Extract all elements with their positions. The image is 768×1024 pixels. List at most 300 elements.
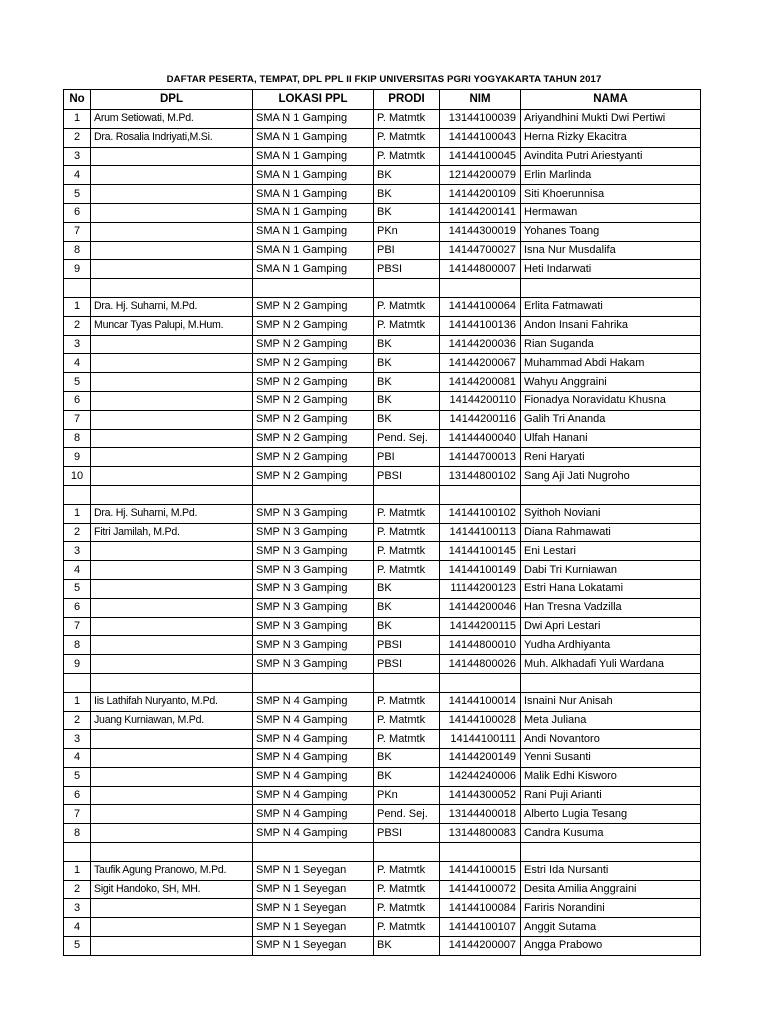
header-nama: NAMA [521, 90, 701, 110]
cell-nim: 13144800102 [440, 467, 521, 486]
cell-dpl: Dra. Hj. Suharni, M.Pd. [91, 297, 253, 316]
table-row [64, 504, 701, 523]
table-row [64, 241, 701, 260]
cell-nama: Rian Suganda [521, 335, 701, 354]
cell-prodi: BK [374, 767, 440, 786]
cell-nim: 13144400018 [440, 805, 521, 824]
cell-lokasi: SMP N 2 Gamping [253, 354, 374, 373]
cell-lokasi: SMP N 2 Gamping [253, 373, 374, 392]
cell-dpl: Juang Kurniawan, M.Pd. [91, 711, 253, 730]
header-nim: NIM [440, 90, 521, 110]
cell-nama: Estri Hana Lokatami [521, 579, 701, 598]
cell-nim: 14144100149 [440, 561, 521, 580]
cell-prodi: BK [374, 598, 440, 617]
cell-nama: Angga Prabowo [521, 937, 701, 956]
table-row [64, 128, 701, 147]
cell-dpl [91, 617, 253, 636]
cell-prodi: P. Matmtk [374, 110, 440, 129]
cell-nim: 13144800083 [440, 824, 521, 843]
cell-lokasi: SMP N 3 Gamping [253, 617, 374, 636]
cell-prodi: BK [374, 203, 440, 222]
empty-cell [91, 279, 253, 298]
table-row [64, 316, 701, 335]
cell-nim: 14144100111 [440, 730, 521, 749]
cell-prodi: P. Matmtk [374, 561, 440, 580]
cell-nim: 14144100028 [440, 711, 521, 730]
cell-nim: 14144100014 [440, 692, 521, 711]
empty-cell [440, 279, 521, 298]
cell-nama: Ulfah Hanani [521, 429, 701, 448]
cell-nama: Andon Insani Fahrika [521, 316, 701, 335]
cell-dpl [91, 749, 253, 768]
table-row [64, 880, 701, 899]
table-row [64, 730, 701, 749]
table-row [64, 147, 701, 166]
empty-cell [253, 279, 374, 298]
cell-lokasi: SMP N 4 Gamping [253, 805, 374, 824]
cell-dpl [91, 598, 253, 617]
cell-no: 6 [64, 598, 91, 617]
cell-dpl [91, 824, 253, 843]
table-row [64, 260, 701, 279]
cell-lokasi: SMP N 1 Seyegan [253, 937, 374, 956]
cell-no: 5 [64, 185, 91, 204]
cell-no: 8 [64, 636, 91, 655]
cell-nama: Meta Juliana [521, 711, 701, 730]
cell-prodi: BK [374, 166, 440, 185]
cell-no: 2 [64, 523, 91, 542]
empty-cell [374, 485, 440, 504]
cell-prodi: P. Matmtk [374, 880, 440, 899]
cell-dpl: Sigit Handoko, SH, MH. [91, 880, 253, 899]
cell-prodi: P. Matmtk [374, 861, 440, 880]
cell-dpl [91, 448, 253, 467]
table-row [64, 918, 701, 937]
cell-prodi: BK [374, 937, 440, 956]
cell-lokasi: SMA N 1 Gamping [253, 241, 374, 260]
cell-no: 1 [64, 110, 91, 129]
cell-no: 4 [64, 918, 91, 937]
empty-cell [521, 673, 701, 692]
cell-nama: Desita Amilia Anggraini [521, 880, 701, 899]
cell-nama: Yohanes Toang [521, 222, 701, 241]
cell-nama: Erlin Marlinda [521, 166, 701, 185]
header-lokasi: LOKASI PPL [253, 90, 374, 110]
cell-no: 6 [64, 391, 91, 410]
table-row [64, 937, 701, 956]
empty-cell [374, 673, 440, 692]
cell-dpl [91, 373, 253, 392]
cell-dpl: Dra. Hj. Suharni, M.Pd. [91, 504, 253, 523]
cell-dpl [91, 203, 253, 222]
empty-cell [440, 843, 521, 862]
empty-cell [64, 279, 91, 298]
cell-nim: 14144300019 [440, 222, 521, 241]
cell-nim: 14144200036 [440, 335, 521, 354]
table-row [64, 617, 701, 636]
cell-prodi: PBSI [374, 824, 440, 843]
cell-no: 4 [64, 561, 91, 580]
cell-prodi: P. Matmtk [374, 147, 440, 166]
cell-prodi: BK [374, 749, 440, 768]
cell-prodi: PKn [374, 786, 440, 805]
cell-nama: Isna Nur Musdalifa [521, 241, 701, 260]
cell-nama: Andi Novantoro [521, 730, 701, 749]
cell-nama: Alberto Lugia Tesang [521, 805, 701, 824]
empty-cell [253, 485, 374, 504]
cell-prodi: P. Matmtk [374, 504, 440, 523]
cell-dpl [91, 786, 253, 805]
table-row [64, 297, 701, 316]
group-separator-row [64, 279, 701, 298]
cell-lokasi: SMA N 1 Gamping [253, 222, 374, 241]
cell-lokasi: SMP N 2 Gamping [253, 448, 374, 467]
cell-no: 9 [64, 448, 91, 467]
cell-prodi: P. Matmtk [374, 542, 440, 561]
cell-nim: 14144300052 [440, 786, 521, 805]
cell-nim: 12144200079 [440, 166, 521, 185]
cell-nim: 14144800026 [440, 655, 521, 674]
table-row [64, 185, 701, 204]
empty-cell [91, 843, 253, 862]
cell-no: 6 [64, 203, 91, 222]
cell-dpl: Arum Setiowati, M.Pd. [91, 110, 253, 129]
cell-nama: Siti Khoerunnisa [521, 185, 701, 204]
cell-dpl [91, 354, 253, 373]
empty-cell [521, 843, 701, 862]
cell-no: 7 [64, 805, 91, 824]
table-row [64, 786, 701, 805]
cell-nim: 14144200081 [440, 373, 521, 392]
cell-lokasi: SMP N 2 Gamping [253, 429, 374, 448]
cell-dpl [91, 899, 253, 918]
table-row [64, 561, 701, 580]
cell-no: 3 [64, 730, 91, 749]
cell-nim: 14144100043 [440, 128, 521, 147]
header-no: No [64, 90, 91, 110]
cell-dpl [91, 542, 253, 561]
cell-no: 10 [64, 467, 91, 486]
cell-nim: 11144200123 [440, 579, 521, 598]
cell-no: 2 [64, 316, 91, 335]
cell-nama: Hermawan [521, 203, 701, 222]
empty-cell [374, 279, 440, 298]
cell-lokasi: SMP N 3 Gamping [253, 636, 374, 655]
empty-cell [253, 843, 374, 862]
cell-nama: Galih Tri Ananda [521, 410, 701, 429]
cell-lokasi: SMP N 3 Gamping [253, 542, 374, 561]
cell-nim: 14144200116 [440, 410, 521, 429]
cell-lokasi: SMP N 4 Gamping [253, 824, 374, 843]
table-row [64, 824, 701, 843]
cell-nim: 14144100113 [440, 523, 521, 542]
table-row [64, 373, 701, 392]
cell-dpl [91, 185, 253, 204]
cell-prodi: BK [374, 354, 440, 373]
cell-lokasi: SMP N 2 Gamping [253, 410, 374, 429]
group-separator-row [64, 485, 701, 504]
cell-prodi: BK [374, 391, 440, 410]
cell-no: 3 [64, 542, 91, 561]
empty-cell [64, 485, 91, 504]
cell-dpl [91, 166, 253, 185]
table-row [64, 805, 701, 824]
cell-prodi: PBI [374, 448, 440, 467]
empty-cell [253, 673, 374, 692]
cell-prodi: P. Matmtk [374, 711, 440, 730]
cell-nim: 14144100045 [440, 147, 521, 166]
cell-nama: Anggit Sutama [521, 918, 701, 937]
cell-nim: 14144100084 [440, 899, 521, 918]
group-separator-row [64, 843, 701, 862]
cell-nim: 13144100039 [440, 110, 521, 129]
cell-nim: 14144800010 [440, 636, 521, 655]
cell-dpl [91, 937, 253, 956]
cell-no: 8 [64, 241, 91, 260]
cell-no: 9 [64, 655, 91, 674]
cell-lokasi: SMP N 3 Gamping [253, 523, 374, 542]
cell-dpl [91, 730, 253, 749]
empty-cell [374, 843, 440, 862]
header-prodi: PRODI [374, 90, 440, 110]
cell-no: 5 [64, 767, 91, 786]
cell-dpl [91, 410, 253, 429]
cell-nama: Muhammad Abdi Hakam [521, 354, 701, 373]
cell-lokasi: SMP N 2 Gamping [253, 391, 374, 410]
cell-nama: Diana Rahmawati [521, 523, 701, 542]
cell-no: 7 [64, 222, 91, 241]
cell-no: 5 [64, 579, 91, 598]
cell-prodi: P. Matmtk [374, 128, 440, 147]
cell-nama: Candra Kusuma [521, 824, 701, 843]
cell-no: 2 [64, 128, 91, 147]
cell-nama: Erlita Fatmawati [521, 297, 701, 316]
cell-lokasi: SMP N 4 Gamping [253, 749, 374, 768]
cell-dpl: Muncar Tyas Palupi, M.Hum. [91, 316, 253, 335]
cell-nim: 14144200067 [440, 354, 521, 373]
cell-nama: Eni Lestari [521, 542, 701, 561]
cell-nama: Dwi Apri Lestari [521, 617, 701, 636]
cell-lokasi: SMP N 3 Gamping [253, 655, 374, 674]
cell-nama: Yenni Susanti [521, 749, 701, 768]
table-row [64, 861, 701, 880]
cell-dpl: Iis Lathifah Nuryanto, M.Pd. [91, 692, 253, 711]
cell-no: 4 [64, 166, 91, 185]
cell-nim: 14144100015 [440, 861, 521, 880]
cell-no: 1 [64, 297, 91, 316]
cell-nama: Malik Edhi Kisworo [521, 767, 701, 786]
cell-lokasi: SMP N 4 Gamping [253, 767, 374, 786]
cell-dpl: Dra. Rosalia Indriyati,M.Si. [91, 128, 253, 147]
table-row [64, 110, 701, 129]
table-row [64, 222, 701, 241]
table-row [64, 899, 701, 918]
table-row [64, 391, 701, 410]
cell-nama: Dabi Tri Kurniawan [521, 561, 701, 580]
cell-no: 3 [64, 899, 91, 918]
cell-nim: 14144100072 [440, 880, 521, 899]
cell-nama: Heti Indarwati [521, 260, 701, 279]
cell-lokasi: SMP N 1 Seyegan [253, 918, 374, 937]
table-row [64, 579, 701, 598]
cell-nama: Rani Puji Arianti [521, 786, 701, 805]
cell-nama: Isnaini Nur Anisah [521, 692, 701, 711]
cell-nama: Estri Ida Nursanti [521, 861, 701, 880]
cell-no: 6 [64, 786, 91, 805]
table-row [64, 448, 701, 467]
cell-no: 8 [64, 824, 91, 843]
cell-dpl [91, 561, 253, 580]
table-row [64, 410, 701, 429]
cell-no: 1 [64, 861, 91, 880]
cell-prodi: P. Matmtk [374, 316, 440, 335]
empty-cell [64, 673, 91, 692]
cell-prodi: BK [374, 335, 440, 354]
cell-prodi: PBSI [374, 636, 440, 655]
cell-dpl: Taufik Agung Pranowo, M.Pd. [91, 861, 253, 880]
cell-prodi: P. Matmtk [374, 899, 440, 918]
cell-no: 5 [64, 373, 91, 392]
cell-prodi: Pend. Sej. [374, 805, 440, 824]
cell-nim: 14144400040 [440, 429, 521, 448]
cell-nim: 14144100145 [440, 542, 521, 561]
cell-nim: 14144100102 [440, 504, 521, 523]
cell-no: 7 [64, 410, 91, 429]
group-separator-row [64, 673, 701, 692]
cell-prodi: PBSI [374, 655, 440, 674]
cell-nim: 14144100136 [440, 316, 521, 335]
cell-dpl [91, 260, 253, 279]
empty-cell [91, 673, 253, 692]
table-row [64, 429, 701, 448]
cell-lokasi: SMP N 2 Gamping [253, 316, 374, 335]
header-dpl: DPL [91, 90, 253, 110]
table-row [64, 166, 701, 185]
cell-dpl [91, 579, 253, 598]
cell-prodi: PKn [374, 222, 440, 241]
cell-lokasi: SMA N 1 Gamping [253, 166, 374, 185]
cell-nama: Ariyandhini Mukti Dwi Pertiwi [521, 110, 701, 129]
cell-lokasi: SMA N 1 Gamping [253, 128, 374, 147]
cell-prodi: P. Matmtk [374, 918, 440, 937]
empty-cell [440, 485, 521, 504]
cell-prodi: PBI [374, 241, 440, 260]
document-title: DAFTAR PESERTA, TEMPAT, DPL PPL II FKIP UNIVERSITAS PGRI YOGYAKARTA TAHUN 2017 [166, 74, 602, 85]
cell-lokasi: SMP N 4 Gamping [253, 711, 374, 730]
cell-nama: Avindita Putri Ariestyanti [521, 147, 701, 166]
cell-prodi: P. Matmtk [374, 692, 440, 711]
cell-dpl [91, 467, 253, 486]
cell-nama: Reni Haryati [521, 448, 701, 467]
cell-lokasi: SMP N 4 Gamping [253, 786, 374, 805]
table-row [64, 354, 701, 373]
cell-lokasi: SMA N 1 Gamping [253, 203, 374, 222]
cell-nim: 14144200141 [440, 203, 521, 222]
cell-nama: Yudha Ardhiyanta [521, 636, 701, 655]
cell-prodi: P. Matmtk [374, 730, 440, 749]
table-row [64, 523, 701, 542]
cell-lokasi: SMP N 2 Gamping [253, 335, 374, 354]
cell-prodi: PBSI [374, 467, 440, 486]
cell-prodi: PBSI [374, 260, 440, 279]
table-row [64, 655, 701, 674]
cell-nim: 14144700027 [440, 241, 521, 260]
cell-prodi: BK [374, 579, 440, 598]
cell-dpl [91, 391, 253, 410]
cell-lokasi: SMP N 4 Gamping [253, 692, 374, 711]
cell-nama: Wahyu Anggraini [521, 373, 701, 392]
cell-dpl [91, 805, 253, 824]
empty-cell [91, 485, 253, 504]
cell-nim: 14144200110 [440, 391, 521, 410]
cell-dpl: Fitri Jamilah, M.Pd. [91, 523, 253, 542]
cell-nim: 14144200109 [440, 185, 521, 204]
cell-no: 4 [64, 354, 91, 373]
table-row [64, 203, 701, 222]
cell-nama: Muh. Alkhadafi Yuli Wardana [521, 655, 701, 674]
cell-no: 5 [64, 937, 91, 956]
table-row [64, 711, 701, 730]
cell-lokasi: SMA N 1 Gamping [253, 185, 374, 204]
table-row [64, 749, 701, 768]
cell-no: 3 [64, 335, 91, 354]
cell-dpl [91, 335, 253, 354]
cell-no: 1 [64, 692, 91, 711]
cell-no: 1 [64, 504, 91, 523]
cell-nama: Syithoh Noviani [521, 504, 701, 523]
table-row [64, 542, 701, 561]
table-row [64, 767, 701, 786]
cell-no: 3 [64, 147, 91, 166]
cell-dpl [91, 147, 253, 166]
cell-lokasi: SMP N 4 Gamping [253, 730, 374, 749]
cell-nama: Fariris Norandini [521, 899, 701, 918]
cell-nim: 14144100064 [440, 297, 521, 316]
cell-nim: 14144200046 [440, 598, 521, 617]
participant-table [63, 89, 701, 956]
cell-lokasi: SMP N 1 Seyegan [253, 861, 374, 880]
cell-prodi: BK [374, 410, 440, 429]
empty-cell [64, 843, 91, 862]
cell-dpl [91, 222, 253, 241]
empty-cell [521, 485, 701, 504]
cell-nama: Fionadya Noravidatu Khusna [521, 391, 701, 410]
table-row [64, 636, 701, 655]
cell-lokasi: SMP N 1 Seyegan [253, 880, 374, 899]
cell-nim: 14244240006 [440, 767, 521, 786]
cell-nim: 14144200149 [440, 749, 521, 768]
cell-no: 4 [64, 749, 91, 768]
cell-nim: 14144200007 [440, 937, 521, 956]
cell-prodi: P. Matmtk [374, 523, 440, 542]
cell-prodi: Pend. Sej. [374, 429, 440, 448]
cell-lokasi: SMP N 1 Seyegan [253, 899, 374, 918]
empty-cell [440, 673, 521, 692]
table-header-row [64, 90, 701, 110]
cell-lokasi: SMP N 2 Gamping [253, 467, 374, 486]
cell-no: 9 [64, 260, 91, 279]
cell-dpl [91, 241, 253, 260]
cell-no: 8 [64, 429, 91, 448]
cell-lokasi: SMP N 3 Gamping [253, 561, 374, 580]
cell-dpl [91, 636, 253, 655]
table-row [64, 467, 701, 486]
cell-nama: Sang Aji Jati Nugroho [521, 467, 701, 486]
cell-lokasi: SMP N 3 Gamping [253, 598, 374, 617]
cell-no: 7 [64, 617, 91, 636]
cell-dpl [91, 767, 253, 786]
cell-prodi: P. Matmtk [374, 297, 440, 316]
